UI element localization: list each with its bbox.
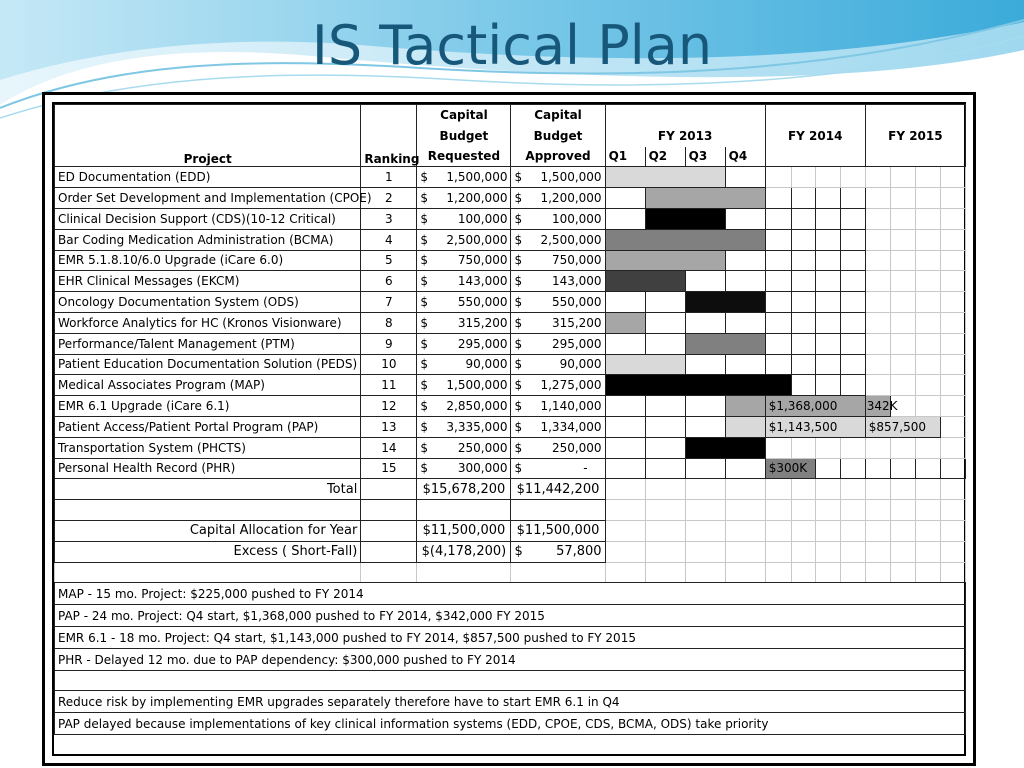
note-spacer (55, 671, 966, 691)
note-text: PAP - 24 mo. Project: Q4 start, $1,368,000 pushed to FY 2014, $342,000 FY 2015 (55, 605, 966, 627)
project-approved: $ 750,000 (511, 250, 605, 271)
project-requested: $ 90,000 (417, 354, 511, 375)
gantt-bar (605, 375, 791, 396)
project-rank: 4 (361, 229, 417, 250)
header-fy2014-top (765, 105, 865, 126)
total-requested: $15,678,200 (417, 479, 511, 500)
project-rank: 2 (361, 188, 417, 209)
project-requested: $ 750,000 (417, 250, 511, 271)
header-fy2014: FY 2014 (765, 125, 865, 146)
note-row (55, 583, 966, 605)
gantt-bar (645, 208, 725, 229)
project-requested: $ 2,850,000 (417, 396, 511, 417)
project-rank: 12 (361, 396, 417, 417)
spacer-row (55, 562, 966, 583)
header-approved-1: Capital (511, 105, 605, 126)
project-name: Order Set Development and Implementation (CPOE) (55, 188, 361, 209)
project-requested: $ 295,000 (417, 333, 511, 354)
table-row (55, 333, 966, 354)
project-requested: $ 315,200 (417, 312, 511, 333)
project-rank: 7 (361, 292, 417, 313)
table-row (55, 250, 966, 271)
note-row (55, 605, 966, 627)
header-q3: Q3 (685, 146, 725, 167)
project-rank: 13 (361, 416, 417, 437)
note-row (55, 691, 966, 713)
project-rank: 11 (361, 375, 417, 396)
project-rank: 10 (361, 354, 417, 375)
gantt-cell (725, 167, 765, 188)
gantt-cell (725, 208, 765, 229)
project-requested: $ 1,200,000 (417, 188, 511, 209)
allocation-approved: $11,500,000 (511, 520, 605, 541)
gantt-bar-fy2015: 342K (865, 396, 890, 417)
project-approved: $ 1,275,000 (511, 375, 605, 396)
total-approved: $11,442,200 (511, 479, 605, 500)
header-approved-2: Budget (511, 125, 605, 146)
header-fy2015-top (865, 105, 965, 126)
project-rank: 5 (361, 250, 417, 271)
project-requested: $ 1,500,000 (417, 375, 511, 396)
gantt-cell (605, 188, 645, 209)
header-requested-3: Requested (417, 146, 511, 167)
gantt-bar (685, 292, 765, 313)
project-approved: $ 1,140,000 (511, 396, 605, 417)
project-name: EMR 6.1 Upgrade (iCare 6.1) (55, 396, 361, 417)
project-name: Transportation System (PHCTS) (55, 437, 361, 458)
note-text: EMR 6.1 - 18 mo. Project: Q4 start, $1,143,000 pushed to FY 2014, $857,500 pushed to FY 2015 (55, 627, 966, 649)
gantt-bar (725, 396, 765, 417)
header-fy2013: FY 2013 (605, 125, 765, 146)
note-text: PHR - Delayed 12 mo. due to PAP dependency: $300,000 pushed to FY 2014 (55, 649, 966, 671)
header-project: Project (55, 105, 361, 167)
project-approved: $ 100,000 (511, 208, 605, 229)
project-approved: $ 1,334,000 (511, 416, 605, 437)
gantt-bar (725, 416, 765, 437)
project-name: Medical Associates Program (MAP) (55, 375, 361, 396)
project-requested: $ 3,335,000 (417, 416, 511, 437)
gantt-bar (605, 167, 725, 188)
project-rank: 3 (361, 208, 417, 229)
project-requested: $ 250,000 (417, 437, 511, 458)
gantt-bar-fy2014: $1,143,500 (765, 416, 865, 437)
gantt-bar (605, 271, 685, 292)
project-requested: $ 300,000 (417, 458, 511, 479)
table-row (55, 437, 966, 458)
table-row (55, 167, 966, 188)
table-row (55, 312, 966, 333)
project-approved: $ 1,500,000 (511, 167, 605, 188)
table-row (55, 188, 966, 209)
gantt-bar (605, 312, 645, 333)
note-row (55, 649, 966, 671)
total-row (55, 479, 966, 500)
project-requested: $ 100,000 (417, 208, 511, 229)
plan-table-inner (52, 102, 966, 756)
gantt-bar (605, 229, 765, 250)
table-row (55, 458, 966, 479)
project-rank: 8 (361, 312, 417, 333)
table-row (55, 375, 966, 396)
project-rank: 14 (361, 437, 417, 458)
tactical-plan-table (54, 104, 966, 583)
excess-approved: $ 57,800 (511, 541, 605, 562)
header-fy2015-blank (865, 146, 965, 167)
header-requested-1: Capital (417, 105, 511, 126)
project-name: Workforce Analytics for HC (Kronos Visionware) (55, 312, 361, 333)
gantt-bar (605, 354, 685, 375)
header-row-1 (55, 105, 966, 126)
header-requested-2: Budget (417, 125, 511, 146)
project-name: ED Documentation (EDD) (55, 167, 361, 188)
blank-row (55, 500, 966, 521)
gantt-bar (605, 250, 725, 271)
gantt-cell (605, 208, 645, 229)
header-q1: Q1 (605, 146, 645, 167)
excess-label: Excess ( Short-Fall) (55, 541, 361, 562)
table-row (55, 229, 966, 250)
project-rank: 6 (361, 271, 417, 292)
header-fy2015: FY 2015 (865, 125, 965, 146)
slide-title: IS Tactical Plan (311, 14, 713, 77)
project-name: Performance/Talent Management (PTM) (55, 333, 361, 354)
gantt-bar-fy2015: $857,500 (865, 416, 940, 437)
header-fy2014-blank (765, 146, 865, 167)
project-name: EHR Clinical Messages (EKCM) (55, 271, 361, 292)
project-rank: 9 (361, 333, 417, 354)
header-ranking: Ranking (361, 105, 417, 167)
gantt-bar (685, 437, 765, 458)
note-row (55, 627, 966, 649)
gantt-bar-fy2014: $300K (765, 458, 815, 479)
notes-table (54, 582, 966, 735)
project-name: Oncology Documentation System (ODS) (55, 292, 361, 313)
project-name: EMR 5.1.8.10/6.0 Upgrade (iCare 6.0) (55, 250, 361, 271)
excess-requested: $(4,178,200) (417, 541, 511, 562)
allocation-row (55, 520, 966, 541)
table-row (55, 354, 966, 375)
table-row (55, 396, 966, 417)
gantt-bar (645, 188, 765, 209)
table-row (55, 208, 966, 229)
allocation-label: Capital Allocation for Year (55, 520, 361, 541)
project-approved: $ 295,000 (511, 333, 605, 354)
project-approved: $ - (511, 458, 605, 479)
excess-row (55, 541, 966, 562)
project-requested: $ 2,500,000 (417, 229, 511, 250)
project-approved: $ 1,200,000 (511, 188, 605, 209)
header-q4: Q4 (725, 146, 765, 167)
project-approved: $ 250,000 (511, 437, 605, 458)
project-approved: $ 550,000 (511, 292, 605, 313)
project-approved: $ 2,500,000 (511, 229, 605, 250)
table-row (55, 292, 966, 313)
project-rank: 1 (361, 167, 417, 188)
project-requested: $ 550,000 (417, 292, 511, 313)
project-approved: $ 315,200 (511, 312, 605, 333)
total-label: Total (55, 479, 361, 500)
project-name: Patient Access/Patient Portal Program (PAP) (55, 416, 361, 437)
project-requested: $ 1,500,000 (417, 167, 511, 188)
project-rank: 15 (361, 458, 417, 479)
gantt-bar (685, 333, 765, 354)
allocation-requested: $11,500,000 (417, 520, 511, 541)
plan-table-frame (42, 92, 976, 766)
header-q2: Q2 (645, 146, 685, 167)
project-name: Bar Coding Medication Administration (BCMA) (55, 229, 361, 250)
note-text: PAP delayed because implementations of key clinical information systems (EDD, CPOE, CDS, BCMA, ODS) take priority (55, 713, 966, 735)
gantt-bar-fy2014: $1,368,000 (765, 396, 865, 417)
header-approved-3: Approved (511, 146, 605, 167)
project-requested: $ 143,000 (417, 271, 511, 292)
note-text: MAP - 15 mo. Project: $225,000 pushed to FY 2014 (55, 583, 966, 605)
table-row (55, 271, 966, 292)
project-name: Patient Education Documentation Solution (PEDS) (55, 354, 361, 375)
note-row (55, 713, 966, 735)
header-fy2013-top (605, 105, 765, 126)
project-approved: $ 90,000 (511, 354, 605, 375)
table-row (55, 416, 966, 437)
project-name: Clinical Decision Support (CDS)(10-12 Critical) (55, 208, 361, 229)
project-approved: $ 143,000 (511, 271, 605, 292)
project-name: Personal Health Record (PHR) (55, 458, 361, 479)
note-text: Reduce risk by implementing EMR upgrades separately therefore have to start EMR 6.1 in Q4 (55, 691, 966, 713)
